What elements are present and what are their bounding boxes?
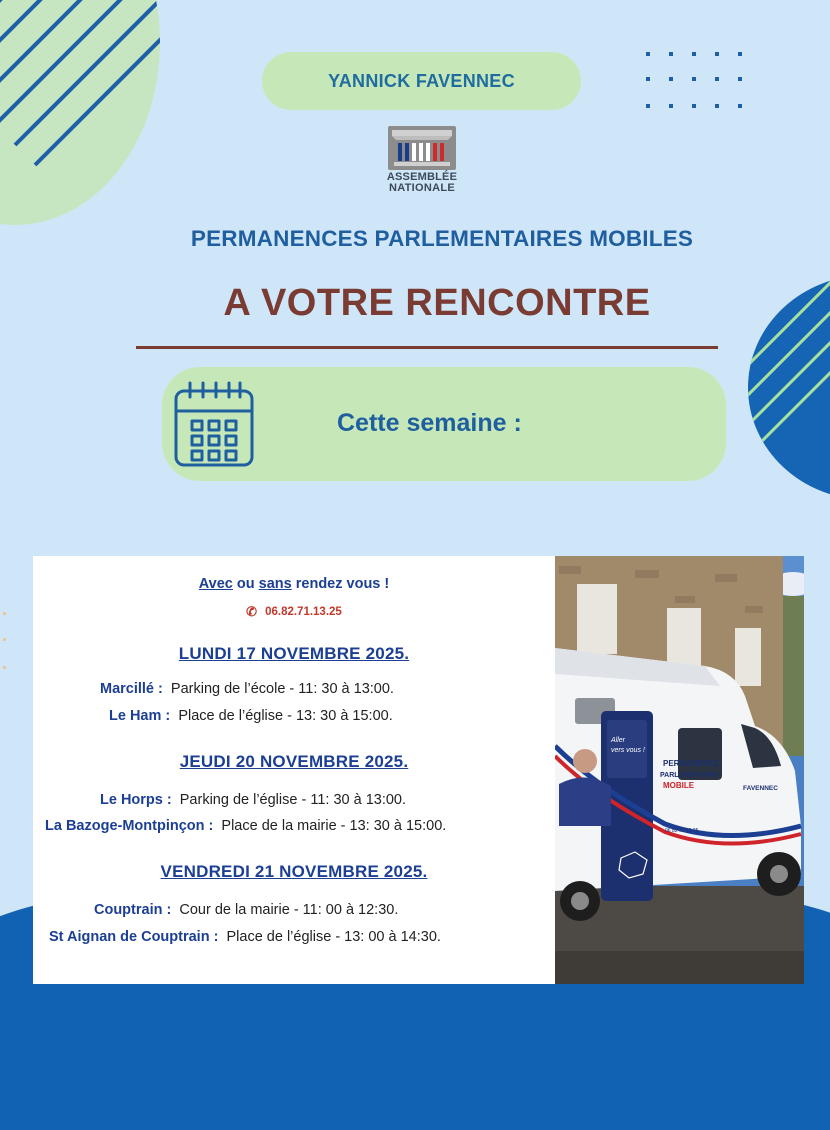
stop-place: La Bazoge-Montpinçon : (45, 818, 214, 834)
assemblee-nationale-logo (383, 126, 461, 198)
stop-detail: Place de l’église - 13: 30 à 15:00. (178, 708, 393, 724)
schedule-row (45, 818, 446, 834)
appointment-note (33, 576, 555, 592)
phone-line (33, 604, 555, 620)
stop-place: Le Ham : (109, 708, 171, 724)
logo-line-1: ASSEMBLÉE (386, 171, 458, 183)
appointment-note-with: Avec (198, 576, 233, 592)
schedule-row (100, 792, 406, 808)
this-week-label: Cette semaine : (337, 409, 522, 437)
van-phone: 06 82 71 13 25 (665, 828, 699, 834)
appointment-note-or: ou (232, 576, 259, 592)
stop-place: Couptrain : (94, 902, 172, 918)
deputy-name-pill (262, 52, 581, 110)
phone-icon: ✆ (246, 604, 258, 619)
stop-place: Le Horps : (100, 792, 172, 808)
decorative-dots-top-right (640, 48, 750, 123)
van-text-2: PARLEMENTAIRE (660, 772, 720, 779)
day-title-monday: LUNDI 17 NOVEMBRE 2025. (178, 644, 410, 663)
calendar-icon (174, 379, 254, 467)
campervan-photo (555, 556, 804, 984)
this-week-banner (162, 367, 726, 481)
phone-number[interactable]: 06.82.71.13.25 (265, 606, 342, 618)
van-name: FAVENNEC (743, 785, 778, 792)
schedule-row (109, 708, 393, 724)
page-subtitle: PERMANENCES PARLEMENTAIRES MOBILES (190, 226, 694, 251)
day-title-thursday: JEUDI 20 NOVEMBRE 2025. (179, 752, 409, 771)
stop-place: Marcillé : (100, 681, 163, 697)
van-slogan-2: vers vous ! (611, 747, 645, 754)
logo-line-2: NATIONALE (388, 182, 456, 194)
appointment-note-without: sans (258, 576, 292, 592)
stop-detail: Cour de la mairie - 11: 00 à 12:30. (179, 902, 399, 918)
van-text-1: PERMANENCE (663, 759, 720, 768)
day-title-friday: VENDREDI 21 NOVEMBRE 2025. (160, 862, 428, 881)
van-text-3: MOBILE (663, 781, 695, 790)
decorative-dots-left (0, 608, 14, 683)
stop-detail: Parking de l’église - 11: 30 à 13:00. (179, 792, 407, 808)
title-divider (136, 346, 718, 349)
decorative-circle-top-left (0, 0, 160, 225)
stop-detail: Parking de l’école - 11: 30 à 13:00. (170, 681, 394, 697)
van-slogan-1: Aller (611, 737, 626, 744)
schedule-row (49, 929, 441, 945)
page-title: A VOTRE RENCONTRE (223, 282, 651, 324)
deputy-name: YANNICK FAVENNEC (328, 70, 515, 91)
schedule-row (100, 681, 394, 697)
assemblee-building-icon (388, 126, 456, 170)
schedule-panel (33, 556, 555, 984)
stop-detail: Place de l’église - 13: 00 à 14:30. (226, 929, 441, 945)
appointment-note-end: rendez vous ! (291, 576, 390, 592)
schedule-row (94, 902, 398, 918)
stop-detail: Place de la mairie - 13: 30 à 15:00. (221, 818, 447, 834)
stop-place: St Aignan de Couptrain : (49, 929, 219, 945)
